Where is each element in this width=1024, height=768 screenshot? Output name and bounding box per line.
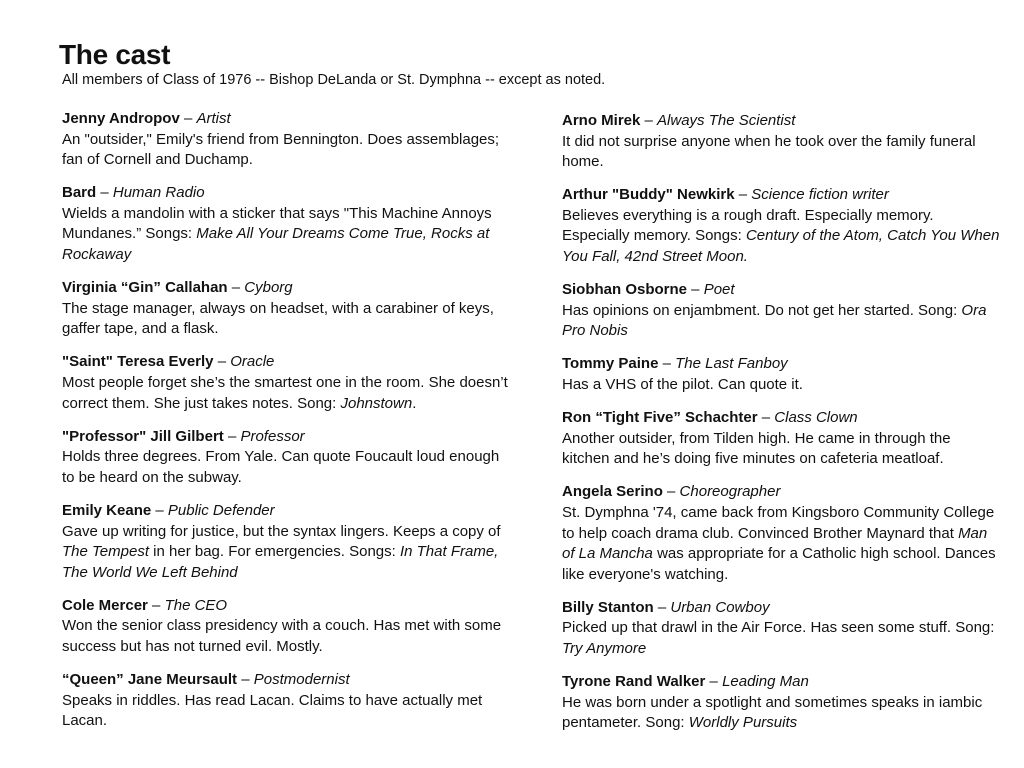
cast-entry	[562, 354, 1002, 395]
cast-entry-header	[62, 427, 510, 448]
description-text: He was born under a spotlight and sometimes speaks in iambic pentameter. Song:	[562, 693, 983, 732]
italic-title-text: Johnstown	[340, 394, 413, 412]
description-text: in her bag. For emergencies. Songs:	[149, 543, 400, 561]
cast-member-role: Artist	[196, 110, 231, 127]
description-text: St. Dymphna '74, came back from Kingsboro Community College to help coach drama club. Convinced Brother Maynard that	[562, 504, 995, 542]
name-role-separator: –	[640, 112, 658, 129]
cast-member-role: Public Defender	[167, 502, 275, 519]
italic-title-text: Century of the Atom, Catch You When You Fall, 42nd Street Moon.	[562, 227, 1000, 266]
name-role-separator: –	[705, 673, 723, 691]
cast-entry	[562, 408, 1002, 470]
cast-member-name: Siobhan Osborne	[562, 281, 688, 299]
cast-entry	[562, 185, 1002, 267]
cast-entry	[62, 109, 510, 171]
name-role-separator: –	[237, 671, 254, 689]
cast-entry-header	[562, 354, 1002, 375]
name-role-separator: –	[96, 184, 113, 202]
cast-member-role: Always The Scientist	[657, 112, 796, 129]
cast-member-role: Class Clown	[774, 409, 858, 427]
cast-member-description	[562, 693, 1002, 734]
description-text: The stage manager, always on headset, with a carabiner of keys, gaffer tape, and a flask.	[62, 299, 494, 338]
cast-entry	[562, 280, 1002, 342]
cast-entry-header	[62, 501, 510, 522]
description-text: Most people forget she’s the smartest one in the room. She doesn’t correct them. She just takes notes. Song:	[62, 374, 508, 412]
description-text: Has opinions on enjambment. Do not get her started. Song:	[562, 301, 962, 319]
cast-member-name: Emily Keane	[62, 502, 152, 519]
cast-entry-header	[562, 185, 1002, 206]
cast-member-description	[562, 429, 1002, 470]
cast-member-role: Science fiction writer	[751, 186, 889, 204]
description-text: .	[412, 394, 417, 412]
description-text: was appropriate for a Catholic high school. Dances like everyone's watching.	[562, 545, 996, 583]
description-text: Wields a mandolin with a sticker that says "This Machine Annoys Mundanes.” Songs:	[62, 204, 492, 243]
cast-member-name: Arthur "Buddy" Newkirk	[562, 186, 735, 204]
cast-member-description	[562, 301, 1002, 342]
cast-entry	[562, 111, 1002, 173]
cast-entry-header	[62, 670, 510, 691]
cast-entry	[562, 482, 1002, 585]
name-role-separator: –	[653, 598, 671, 616]
cast-member-name: Angela Serino	[562, 483, 663, 501]
cast-entry	[562, 672, 1002, 734]
cast-member-name: Tyrone Rand Walker	[562, 673, 706, 691]
name-role-separator: –	[151, 502, 168, 519]
description-text: It did not surprise anyone when he took over the family funeral home.	[562, 132, 976, 171]
italic-title-text: Worldly Pursuits	[688, 714, 798, 732]
cast-entry-header	[62, 596, 510, 617]
cast-entry-header	[562, 280, 1002, 301]
cast-member-role: The Last Fanboy	[675, 355, 788, 373]
cast-entry	[62, 670, 510, 732]
cast-entry-header	[562, 598, 1002, 619]
cast-member-description	[562, 132, 1002, 173]
cast-member-name: Arno Mirek	[562, 112, 641, 129]
cast-member-role: Leading Man	[722, 673, 809, 691]
italic-title-text: In That Frame, The World We Left Behind	[62, 543, 499, 581]
description-text: Believes everything is a rough draft. Especially memory. Especially memory. Songs:	[562, 206, 934, 245]
name-role-separator: –	[662, 483, 680, 501]
description-text: An "outsider," Emily's friend from Bennington. Does assemblages; fan of Cornell and Duchamp.	[62, 130, 500, 169]
name-role-separator: –	[223, 427, 241, 445]
name-role-separator: –	[179, 110, 197, 127]
italic-title-text: Make All Your Dreams Come True, Rocks at Rockaway	[62, 225, 490, 264]
cast-member-description	[62, 204, 510, 266]
cast-member-name: Ron “Tight Five” Schachter	[562, 409, 758, 427]
cast-entry	[562, 598, 1002, 660]
cast-member-role: Human Radio	[112, 184, 205, 202]
name-role-separator: –	[687, 281, 704, 299]
cast-member-role: Urban Cowboy	[670, 598, 770, 616]
cast-member-role: Professor	[240, 427, 305, 445]
cast-member-role: The CEO	[164, 596, 228, 614]
cast-entry-header	[62, 278, 510, 299]
description-text: Holds three degrees. From Yale. Can quote Foucault loud enough to be heard on the subway.	[62, 448, 500, 486]
cast-member-description	[62, 130, 510, 171]
cast-entry-header	[62, 183, 510, 204]
cast-entry-header	[562, 482, 1002, 503]
description-text: Speaks in riddles. Has read Lacan. Claims to have actually met Lacan.	[62, 691, 483, 730]
cast-entry	[62, 352, 510, 414]
cast-member-description	[62, 299, 510, 340]
cast-member-role: Oracle	[230, 353, 275, 371]
cast-member-name: Tommy Paine	[562, 355, 659, 373]
italic-title-text: Try Anymore	[562, 640, 647, 658]
cast-member-name: Jenny Andropov	[62, 110, 180, 127]
cast-member-description	[62, 522, 510, 584]
cast-member-description	[62, 691, 510, 732]
cast-member-name: "Professor" Jill Gilbert	[62, 427, 224, 445]
cast-column-left	[62, 109, 510, 744]
cast-member-role: Poet	[703, 281, 735, 299]
cast-member-description	[62, 447, 510, 488]
italic-title-text: Ora Pro Nobis	[562, 301, 987, 340]
cast-member-description	[562, 503, 1002, 585]
cast-member-role: Choreographer	[679, 483, 781, 501]
name-role-separator: –	[147, 596, 165, 614]
cast-member-name: "Saint" Teresa Everly	[62, 353, 214, 371]
cast-member-description	[62, 616, 510, 657]
name-role-separator: –	[734, 186, 752, 204]
cast-member-role: Cyborg	[244, 279, 293, 297]
cast-member-description	[562, 206, 1002, 268]
cast-member-description	[562, 618, 1002, 659]
name-role-separator: –	[757, 409, 775, 427]
description-text: Another outsider, from Tilden high. He came in through the kitchen and he’s doing five minutes on cafeteria meatloaf.	[562, 429, 951, 468]
cast-member-name: Bard	[62, 184, 97, 202]
cast-entry-header	[562, 408, 1002, 429]
page-subtitle: All members of Class of 1976 -- Bishop DeLanda or St. Dymphna -- except as noted.	[62, 72, 606, 88]
cast-entry	[62, 501, 510, 583]
page-title: The cast	[59, 39, 171, 70]
cast-member-name: Cole Mercer	[62, 596, 148, 614]
cast-entry-header	[62, 109, 510, 130]
name-role-separator: –	[658, 355, 676, 373]
cast-member-name: Billy Stanton	[562, 598, 654, 616]
cast-entry-header	[562, 672, 1002, 693]
cast-entry	[62, 427, 510, 489]
description-text: Picked up that drawl in the Air Force. Has seen some stuff. Song:	[562, 619, 995, 637]
cast-member-description	[562, 375, 1002, 396]
cast-member-description	[62, 373, 510, 414]
cast-entry	[62, 596, 510, 658]
cast-member-name: “Queen” Jane Meursault	[62, 671, 238, 689]
cast-entry-header	[62, 352, 510, 373]
cast-entry-header	[562, 111, 1002, 132]
cast-entry	[62, 278, 510, 340]
name-role-separator: –	[227, 279, 245, 297]
italic-title-text: Man of La Mancha	[562, 524, 988, 563]
name-role-separator: –	[213, 353, 231, 371]
cast-column-right	[562, 111, 1002, 746]
description-text: Gave up writing for justice, but the syntax lingers. Keeps a copy of	[62, 522, 501, 540]
description-text: Won the senior class presidency with a couch. Has met with some success but has not turned evil. Mostly.	[62, 617, 502, 656]
cast-member-role: Postmodernist	[253, 671, 350, 689]
description-text: Has a VHS of the pilot. Can quote it.	[562, 376, 803, 394]
italic-title-text: The Tempest	[62, 543, 149, 561]
cast-member-name: Virginia “Gin” Callahan	[62, 279, 228, 297]
cast-entry	[62, 183, 510, 265]
